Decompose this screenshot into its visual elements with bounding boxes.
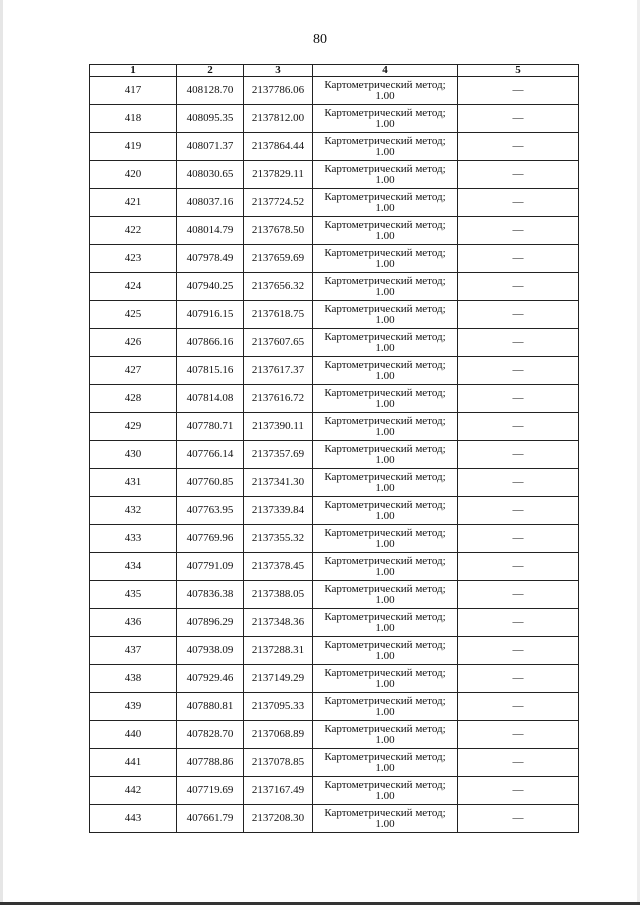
column-5-cell: —: [458, 273, 579, 301]
column-5-cell: —: [458, 385, 579, 413]
method-text: Картометрический метод;: [324, 162, 446, 175]
method-accuracy: 1.00: [375, 229, 395, 242]
point-number-cell: 420: [90, 161, 177, 189]
y-coordinate-cell: 2137149.29: [244, 665, 313, 693]
column-5-cell: —: [458, 77, 579, 105]
column-header-2: 2: [177, 65, 244, 77]
method-text: Картометрический метод;: [324, 358, 446, 371]
y-coordinate-cell: 2137357.69: [244, 441, 313, 469]
column-5-cell: —: [458, 245, 579, 273]
method-accuracy: 1.00: [375, 705, 395, 718]
point-number-cell: 441: [90, 749, 177, 777]
x-coordinate-cell: 407791.09: [177, 553, 244, 581]
method-accuracy: 1.00: [375, 117, 395, 130]
point-number-cell: 437: [90, 637, 177, 665]
method-accuracy: 1.00: [375, 593, 395, 606]
method-accuracy: 1.00: [375, 145, 395, 158]
point-number-cell: 439: [90, 693, 177, 721]
column-5-cell: —: [458, 413, 579, 441]
column-5-cell: —: [458, 553, 579, 581]
method-accuracy: 1.00: [375, 621, 395, 634]
method-cell: [313, 497, 458, 525]
method-accuracy: 1.00: [375, 369, 395, 382]
table-row: [90, 805, 579, 833]
method-cell: [313, 77, 458, 105]
x-coordinate-cell: 407880.81: [177, 693, 244, 721]
method-cell: [313, 777, 458, 805]
point-number-cell: 431: [90, 469, 177, 497]
column-5-cell: —: [458, 217, 579, 245]
table-row: [90, 665, 579, 693]
method-accuracy: 1.00: [375, 565, 395, 578]
table-row: [90, 497, 579, 525]
table-row: [90, 553, 579, 581]
method-accuracy: 1.00: [375, 425, 395, 438]
y-coordinate-cell: 2137341.30: [244, 469, 313, 497]
table-row: [90, 77, 579, 105]
table-row: [90, 385, 579, 413]
y-coordinate-cell: 2137068.89: [244, 721, 313, 749]
method-accuracy: 1.00: [375, 257, 395, 270]
table-row: [90, 217, 579, 245]
y-coordinate-cell: 2137378.45: [244, 553, 313, 581]
point-number-cell: 443: [90, 805, 177, 833]
y-coordinate-cell: 2137390.11: [244, 413, 313, 441]
point-number-cell: 425: [90, 301, 177, 329]
table-row: [90, 189, 579, 217]
scan-edge-left: [0, 0, 3, 905]
point-number-cell: 422: [90, 217, 177, 245]
x-coordinate-cell: 407938.09: [177, 637, 244, 665]
table-row: [90, 581, 579, 609]
point-number-cell: 428: [90, 385, 177, 413]
table-row: [90, 637, 579, 665]
y-coordinate-cell: 2137618.75: [244, 301, 313, 329]
method-accuracy: 1.00: [375, 341, 395, 354]
point-number-cell: 438: [90, 665, 177, 693]
method-text: Картометрический метод;: [324, 106, 446, 119]
method-text: Картометрический метод;: [324, 582, 446, 595]
x-coordinate-cell: 407940.25: [177, 273, 244, 301]
x-coordinate-cell: 407978.49: [177, 245, 244, 273]
point-number-cell: 423: [90, 245, 177, 273]
method-cell: [313, 441, 458, 469]
y-coordinate-cell: 2137167.49: [244, 777, 313, 805]
y-coordinate-cell: 2137812.00: [244, 105, 313, 133]
column-5-cell: —: [458, 497, 579, 525]
method-text: Картометрический метод;: [324, 806, 446, 819]
x-coordinate-cell: 407769.96: [177, 525, 244, 553]
method-accuracy: 1.00: [375, 173, 395, 186]
method-accuracy: 1.00: [375, 537, 395, 550]
method-accuracy: 1.00: [375, 397, 395, 410]
method-cell: [313, 721, 458, 749]
table-row: [90, 693, 579, 721]
method-accuracy: 1.00: [375, 789, 395, 802]
x-coordinate-cell: 407836.38: [177, 581, 244, 609]
y-coordinate-cell: 2137288.31: [244, 637, 313, 665]
column-5-cell: —: [458, 161, 579, 189]
method-accuracy: 1.00: [375, 481, 395, 494]
method-cell: [313, 553, 458, 581]
method-text: Картометрический метод;: [324, 498, 446, 511]
method-text: Картометрический метод;: [324, 330, 446, 343]
table-row: [90, 721, 579, 749]
method-accuracy: 1.00: [375, 761, 395, 774]
column-5-cell: —: [458, 441, 579, 469]
column-header-5: 5: [458, 65, 579, 77]
method-cell: [313, 189, 458, 217]
method-accuracy: 1.00: [375, 453, 395, 466]
y-coordinate-cell: 2137208.30: [244, 805, 313, 833]
x-coordinate-cell: 407896.29: [177, 609, 244, 637]
method-cell: [313, 273, 458, 301]
method-text: Картометрический метод;: [324, 302, 446, 315]
column-5-cell: —: [458, 581, 579, 609]
y-coordinate-cell: 2137388.05: [244, 581, 313, 609]
table-row: [90, 441, 579, 469]
method-accuracy: 1.00: [375, 817, 395, 830]
point-number-cell: 436: [90, 609, 177, 637]
y-coordinate-cell: 2137607.65: [244, 329, 313, 357]
table-body: [90, 77, 579, 833]
y-coordinate-cell: 2137786.06: [244, 77, 313, 105]
method-text: Картометрический метод;: [324, 274, 446, 287]
method-text: Картометрический метод;: [324, 218, 446, 231]
method-text: Картометрический метод;: [324, 694, 446, 707]
method-text: Картометрический метод;: [324, 190, 446, 203]
y-coordinate-cell: 2137355.32: [244, 525, 313, 553]
coordinates-table: [89, 64, 579, 833]
table-row: [90, 413, 579, 441]
method-cell: [313, 525, 458, 553]
y-coordinate-cell: 2137659.69: [244, 245, 313, 273]
table-row: [90, 301, 579, 329]
y-coordinate-cell: 2137339.84: [244, 497, 313, 525]
table-row: [90, 357, 579, 385]
table-row: [90, 749, 579, 777]
x-coordinate-cell: 408037.16: [177, 189, 244, 217]
method-cell: [313, 217, 458, 245]
method-accuracy: 1.00: [375, 733, 395, 746]
x-coordinate-cell: 408128.70: [177, 77, 244, 105]
column-5-cell: —: [458, 777, 579, 805]
column-header-3: 3: [244, 65, 313, 77]
y-coordinate-cell: 2137078.85: [244, 749, 313, 777]
column-5-cell: —: [458, 189, 579, 217]
x-coordinate-cell: 407916.15: [177, 301, 244, 329]
method-cell: [313, 469, 458, 497]
method-cell: [313, 329, 458, 357]
method-cell: [313, 637, 458, 665]
x-coordinate-cell: 407815.16: [177, 357, 244, 385]
x-coordinate-cell: 407814.08: [177, 385, 244, 413]
method-text: Картометрический метод;: [324, 470, 446, 483]
point-number-cell: 421: [90, 189, 177, 217]
method-cell: [313, 357, 458, 385]
y-coordinate-cell: 2137095.33: [244, 693, 313, 721]
y-coordinate-cell: 2137656.32: [244, 273, 313, 301]
x-coordinate-cell: 407719.69: [177, 777, 244, 805]
point-number-cell: 432: [90, 497, 177, 525]
method-accuracy: 1.00: [375, 201, 395, 214]
column-5-cell: —: [458, 469, 579, 497]
method-text: Картометрический метод;: [324, 722, 446, 735]
method-cell: [313, 609, 458, 637]
x-coordinate-cell: 407763.95: [177, 497, 244, 525]
x-coordinate-cell: 407780.71: [177, 413, 244, 441]
table-row: [90, 245, 579, 273]
point-number-cell: 419: [90, 133, 177, 161]
y-coordinate-cell: 2137724.52: [244, 189, 313, 217]
x-coordinate-cell: 407766.14: [177, 441, 244, 469]
x-coordinate-cell: 408095.35: [177, 105, 244, 133]
method-cell: [313, 245, 458, 273]
method-text: Картометрический метод;: [324, 414, 446, 427]
column-5-cell: —: [458, 301, 579, 329]
method-accuracy: 1.00: [375, 89, 395, 102]
column-5-cell: —: [458, 665, 579, 693]
table-header-row: [90, 65, 579, 77]
page-number: 80: [313, 32, 327, 47]
method-text: Картометрический метод;: [324, 78, 446, 91]
method-text: Картометрический метод;: [324, 750, 446, 763]
column-5-cell: —: [458, 805, 579, 833]
method-accuracy: 1.00: [375, 509, 395, 522]
table-row: [90, 525, 579, 553]
column-header-1: 1: [90, 65, 177, 77]
method-cell: [313, 805, 458, 833]
point-number-cell: 435: [90, 581, 177, 609]
x-coordinate-cell: 408014.79: [177, 217, 244, 245]
method-text: Картометрический метод;: [324, 386, 446, 399]
column-5-cell: —: [458, 609, 579, 637]
method-text: Картометрический метод;: [324, 666, 446, 679]
table-row: [90, 133, 579, 161]
method-accuracy: 1.00: [375, 677, 395, 690]
method-accuracy: 1.00: [375, 649, 395, 662]
column-header-4: 4: [313, 65, 458, 77]
method-cell: [313, 161, 458, 189]
point-number-cell: 433: [90, 525, 177, 553]
y-coordinate-cell: 2137348.36: [244, 609, 313, 637]
method-accuracy: 1.00: [375, 285, 395, 298]
x-coordinate-cell: 407661.79: [177, 805, 244, 833]
method-text: Картометрический метод;: [324, 134, 446, 147]
x-coordinate-cell: 407828.70: [177, 721, 244, 749]
table-row: [90, 609, 579, 637]
column-5-cell: —: [458, 329, 579, 357]
x-coordinate-cell: 407866.16: [177, 329, 244, 357]
point-number-cell: 434: [90, 553, 177, 581]
column-5-cell: —: [458, 525, 579, 553]
column-5-cell: —: [458, 105, 579, 133]
table-row: [90, 273, 579, 301]
y-coordinate-cell: 2137864.44: [244, 133, 313, 161]
method-cell: [313, 693, 458, 721]
method-cell: [313, 413, 458, 441]
point-number-cell: 429: [90, 413, 177, 441]
point-number-cell: 417: [90, 77, 177, 105]
method-cell: [313, 581, 458, 609]
y-coordinate-cell: 2137829.11: [244, 161, 313, 189]
method-text: Картометрический метод;: [324, 526, 446, 539]
table-row: [90, 329, 579, 357]
x-coordinate-cell: 407760.85: [177, 469, 244, 497]
point-number-cell: 442: [90, 777, 177, 805]
table-row: [90, 105, 579, 133]
method-cell: [313, 385, 458, 413]
x-coordinate-cell: 408030.65: [177, 161, 244, 189]
method-text: Картометрический метод;: [324, 554, 446, 567]
method-cell: [313, 105, 458, 133]
method-text: Картометрический метод;: [324, 638, 446, 651]
y-coordinate-cell: 2137617.37: [244, 357, 313, 385]
point-number-cell: 430: [90, 441, 177, 469]
method-text: Картометрический метод;: [324, 610, 446, 623]
x-coordinate-cell: 408071.37: [177, 133, 244, 161]
method-cell: [313, 301, 458, 329]
method-cell: [313, 133, 458, 161]
x-coordinate-cell: 407929.46: [177, 665, 244, 693]
column-5-cell: —: [458, 133, 579, 161]
table-row: [90, 777, 579, 805]
method-cell: [313, 665, 458, 693]
point-number-cell: 426: [90, 329, 177, 357]
y-coordinate-cell: 2137678.50: [244, 217, 313, 245]
point-number-cell: 427: [90, 357, 177, 385]
method-text: Картометрический метод;: [324, 442, 446, 455]
column-5-cell: —: [458, 637, 579, 665]
point-number-cell: 424: [90, 273, 177, 301]
column-5-cell: —: [458, 693, 579, 721]
method-accuracy: 1.00: [375, 313, 395, 326]
table-row: [90, 161, 579, 189]
column-5-cell: —: [458, 721, 579, 749]
point-number-cell: 418: [90, 105, 177, 133]
column-5-cell: —: [458, 749, 579, 777]
method-text: Картометрический метод;: [324, 778, 446, 791]
x-coordinate-cell: 407788.86: [177, 749, 244, 777]
point-number-cell: 440: [90, 721, 177, 749]
y-coordinate-cell: 2137616.72: [244, 385, 313, 413]
table-row: [90, 469, 579, 497]
column-5-cell: —: [458, 357, 579, 385]
method-cell: [313, 749, 458, 777]
method-text: Картометрический метод;: [324, 246, 446, 259]
